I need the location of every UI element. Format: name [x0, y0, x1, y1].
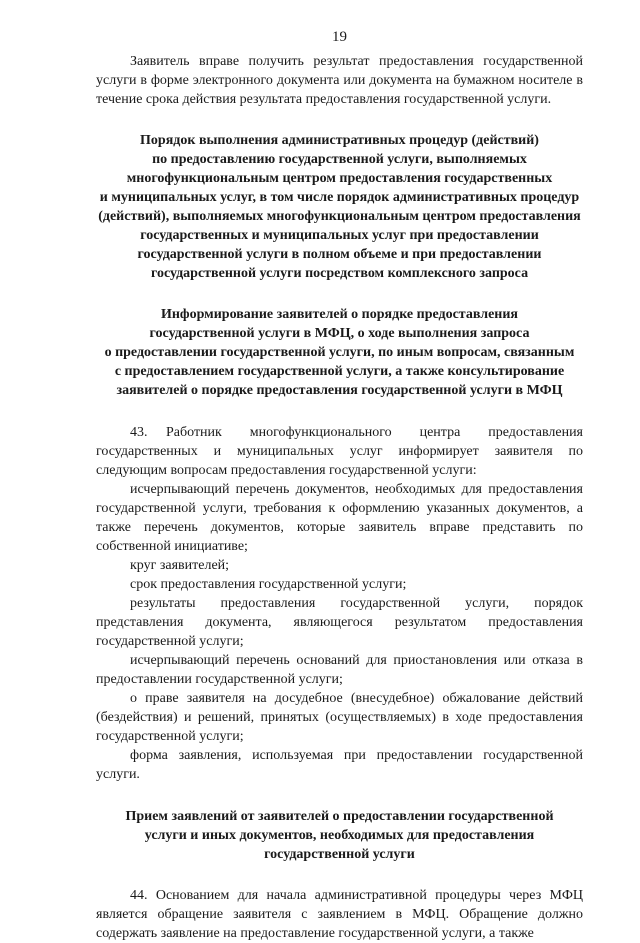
section-43-number: 43.: [130, 425, 148, 440]
heading-line: о предоставлении государственной услуги, по иным вопросам, связанным: [104, 345, 575, 360]
heading-line: по предоставлению государственной услуги, выполняемых: [152, 152, 527, 167]
list-item: круг заявителей;: [130, 558, 230, 573]
section-heading-application-intake: [96, 807, 583, 864]
heading-line: государственной услуги: [264, 847, 415, 862]
list-item: результаты предоставления государственной услуги, порядок представления документа, являющегося результатом предоставления государственной услуги;: [96, 596, 583, 649]
page-number: 19: [332, 29, 347, 45]
section-heading-informing: [96, 305, 583, 400]
heading-line: государственной услуги посредством комплексного запроса: [150, 266, 529, 281]
section-43: [96, 423, 583, 784]
heading-line: Прием заявлений от заявителей о предоставлении государственной: [125, 809, 554, 824]
section-heading-mfc-procedures: [96, 131, 583, 283]
list-item: исчерпывающий перечень оснований для приостановления или отказа в предоставлении государственной услуги;: [96, 653, 583, 687]
heading-line: государственной услуги в полном объеме и при предоставлении: [137, 247, 542, 262]
heading-line: Порядок выполнения административных процедур (действий): [140, 133, 539, 148]
document-page: [96, 28, 583, 943]
heading-line: и муниципальных услуг, в том числе порядок административных процедур: [99, 190, 580, 205]
heading-line: государственных и муниципальных услуг при предоставлении: [140, 228, 539, 243]
list-item: исчерпывающий перечень документов, необходимых для предоставления государственной услуги, требования к оформлению указанных документов, а также перечень документов, которые заявитель вправе представить по собственной инициативе;: [96, 482, 583, 554]
section-43-lead: [96, 423, 583, 480]
section-43-lead-text: Работник многофункционального центра предоставления государственных и муниципальных услуг информирует заявителя по следующим вопросам предоставления государственной услуги:: [96, 425, 583, 478]
section-44-paragraph: 44. Основанием для начала административной процедуры через МФЦ является обращение заявителя с заявлением в МФЦ. Обращение должно содержать заявление на предоставление государственной услуги, а также: [96, 888, 583, 941]
list-item: о праве заявителя на досудебное (внесудебное) обжалование действий (бездействия) и решений, принятых (осуществляемых) в ходе предоставления государственной услуги;: [96, 691, 583, 744]
heading-line: государственной услуги в МФЦ, о ходе выполнения запроса: [149, 326, 530, 341]
heading-line: многофункциональным центром предоставления государственных: [126, 171, 553, 186]
list-item: срок предоставления государственной услуги;: [130, 577, 407, 592]
intro-paragraph: Заявитель вправе получить результат предоставления государственной услуги в форме электронного документа или документа на бумажном носителе в течение срока действия результата предоставления государственной услуги.: [96, 54, 583, 107]
heading-line: с предоставлением государственной услуги, а также консультирование: [114, 364, 565, 379]
list-item: форма заявления, используемая при предоставлении государственной услуги.: [96, 748, 583, 782]
heading-line: заявителей о порядке предоставления государственной услуги в МФЦ: [116, 383, 563, 398]
heading-line: Информирование заявителей о порядке предоставления: [160, 307, 519, 322]
heading-line: услуги и иных документов, необходимых для предоставления: [144, 828, 535, 843]
heading-line: (действий), выполняемых многофункциональным центром предоставления: [98, 209, 581, 224]
